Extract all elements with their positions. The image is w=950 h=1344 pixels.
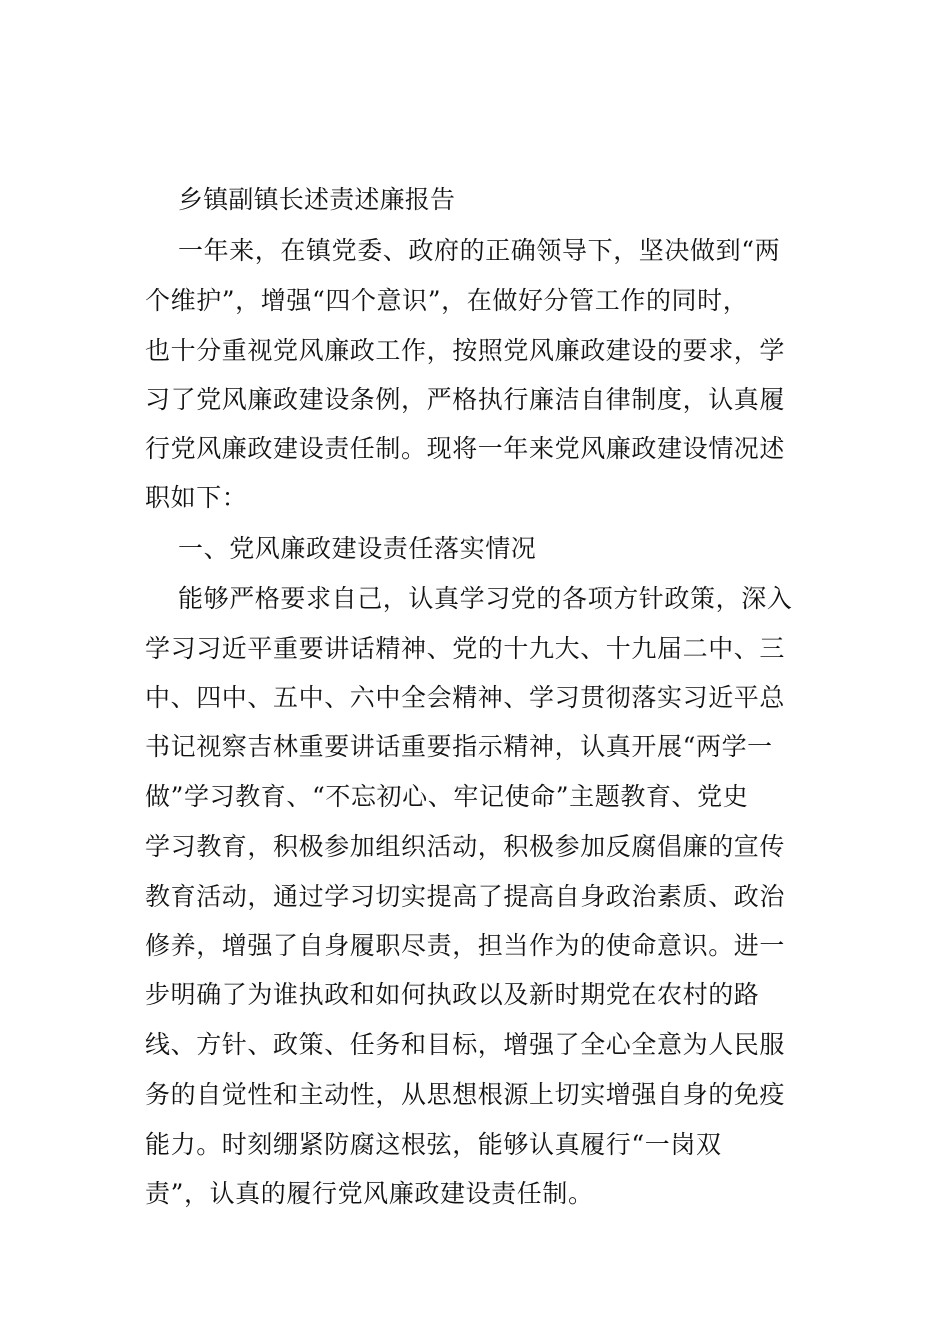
paragraph-line: 教育活动，通过学习切实提高了提高自身政治素质、政治 — [145, 882, 786, 911]
paragraph-line: 学习习近平重要讲话精神、党的十九大、十九届二中、三 — [145, 634, 786, 663]
paragraph-line: 务的自觉性和主动性，从思想根源上切实增强自身的免疫 — [145, 1080, 786, 1109]
paragraph-line: 能力。时刻绷紧防腐这根弦，能够认真履行“一岗双 — [145, 1130, 722, 1159]
paragraph-line: 能够严格要求自己，认真学习党的各项方针政策，深入 — [178, 584, 793, 613]
paragraph-line: 修养，增强了自身履职尽责，担当作为的使命意识。进一 — [145, 931, 786, 960]
paragraph-line: 中、四中、五中、六中全会精神、学习贯彻落实习近平总 — [145, 683, 786, 712]
paragraph-line: 书记视察吉林重要讲话重要指示精神，认真开展“两学一 — [145, 732, 773, 761]
paragraph-line: 线、方针、政策、任务和目标，增强了全心全意为人民服 — [145, 1030, 786, 1059]
paragraph-line: 行党风廉政建设责任制。现将一年来党风廉政建设情况述 — [145, 434, 786, 463]
paragraph-line: 习了党风廉政建设条例，严格执行廉洁自律制度，认真履 — [145, 385, 786, 414]
paragraph-line: 个维护”，增强“四个意识”，在做好分管工作的同时， — [145, 286, 749, 315]
section-heading: 一、党风廉政建设责任落实情况 — [178, 534, 537, 563]
paragraph-line: 做”学习教育、“不忘初心、牢记使命”主题教育、党史 — [145, 782, 749, 811]
paragraph-line: 也十分重视党风廉政工作，按照党风廉政建设的要求，学 — [145, 336, 786, 365]
paragraph-line: 责”，认真的履行党风廉政建设责任制。 — [145, 1179, 594, 1208]
document-title: 乡镇副镇长述责述廉报告 — [178, 185, 456, 214]
paragraph-line: 步明确了为谁执政和如何执政以及新时期党在农村的路 — [145, 980, 760, 1009]
paragraph-line: 一年来，在镇党委、政府的正确领导下，坚决做到“两 — [178, 236, 781, 265]
paragraph-line: 学习教育，积极参加组织活动，积极参加反腐倡廉的宣传 — [145, 832, 786, 861]
paragraph-line: 职如下： — [145, 483, 248, 512]
